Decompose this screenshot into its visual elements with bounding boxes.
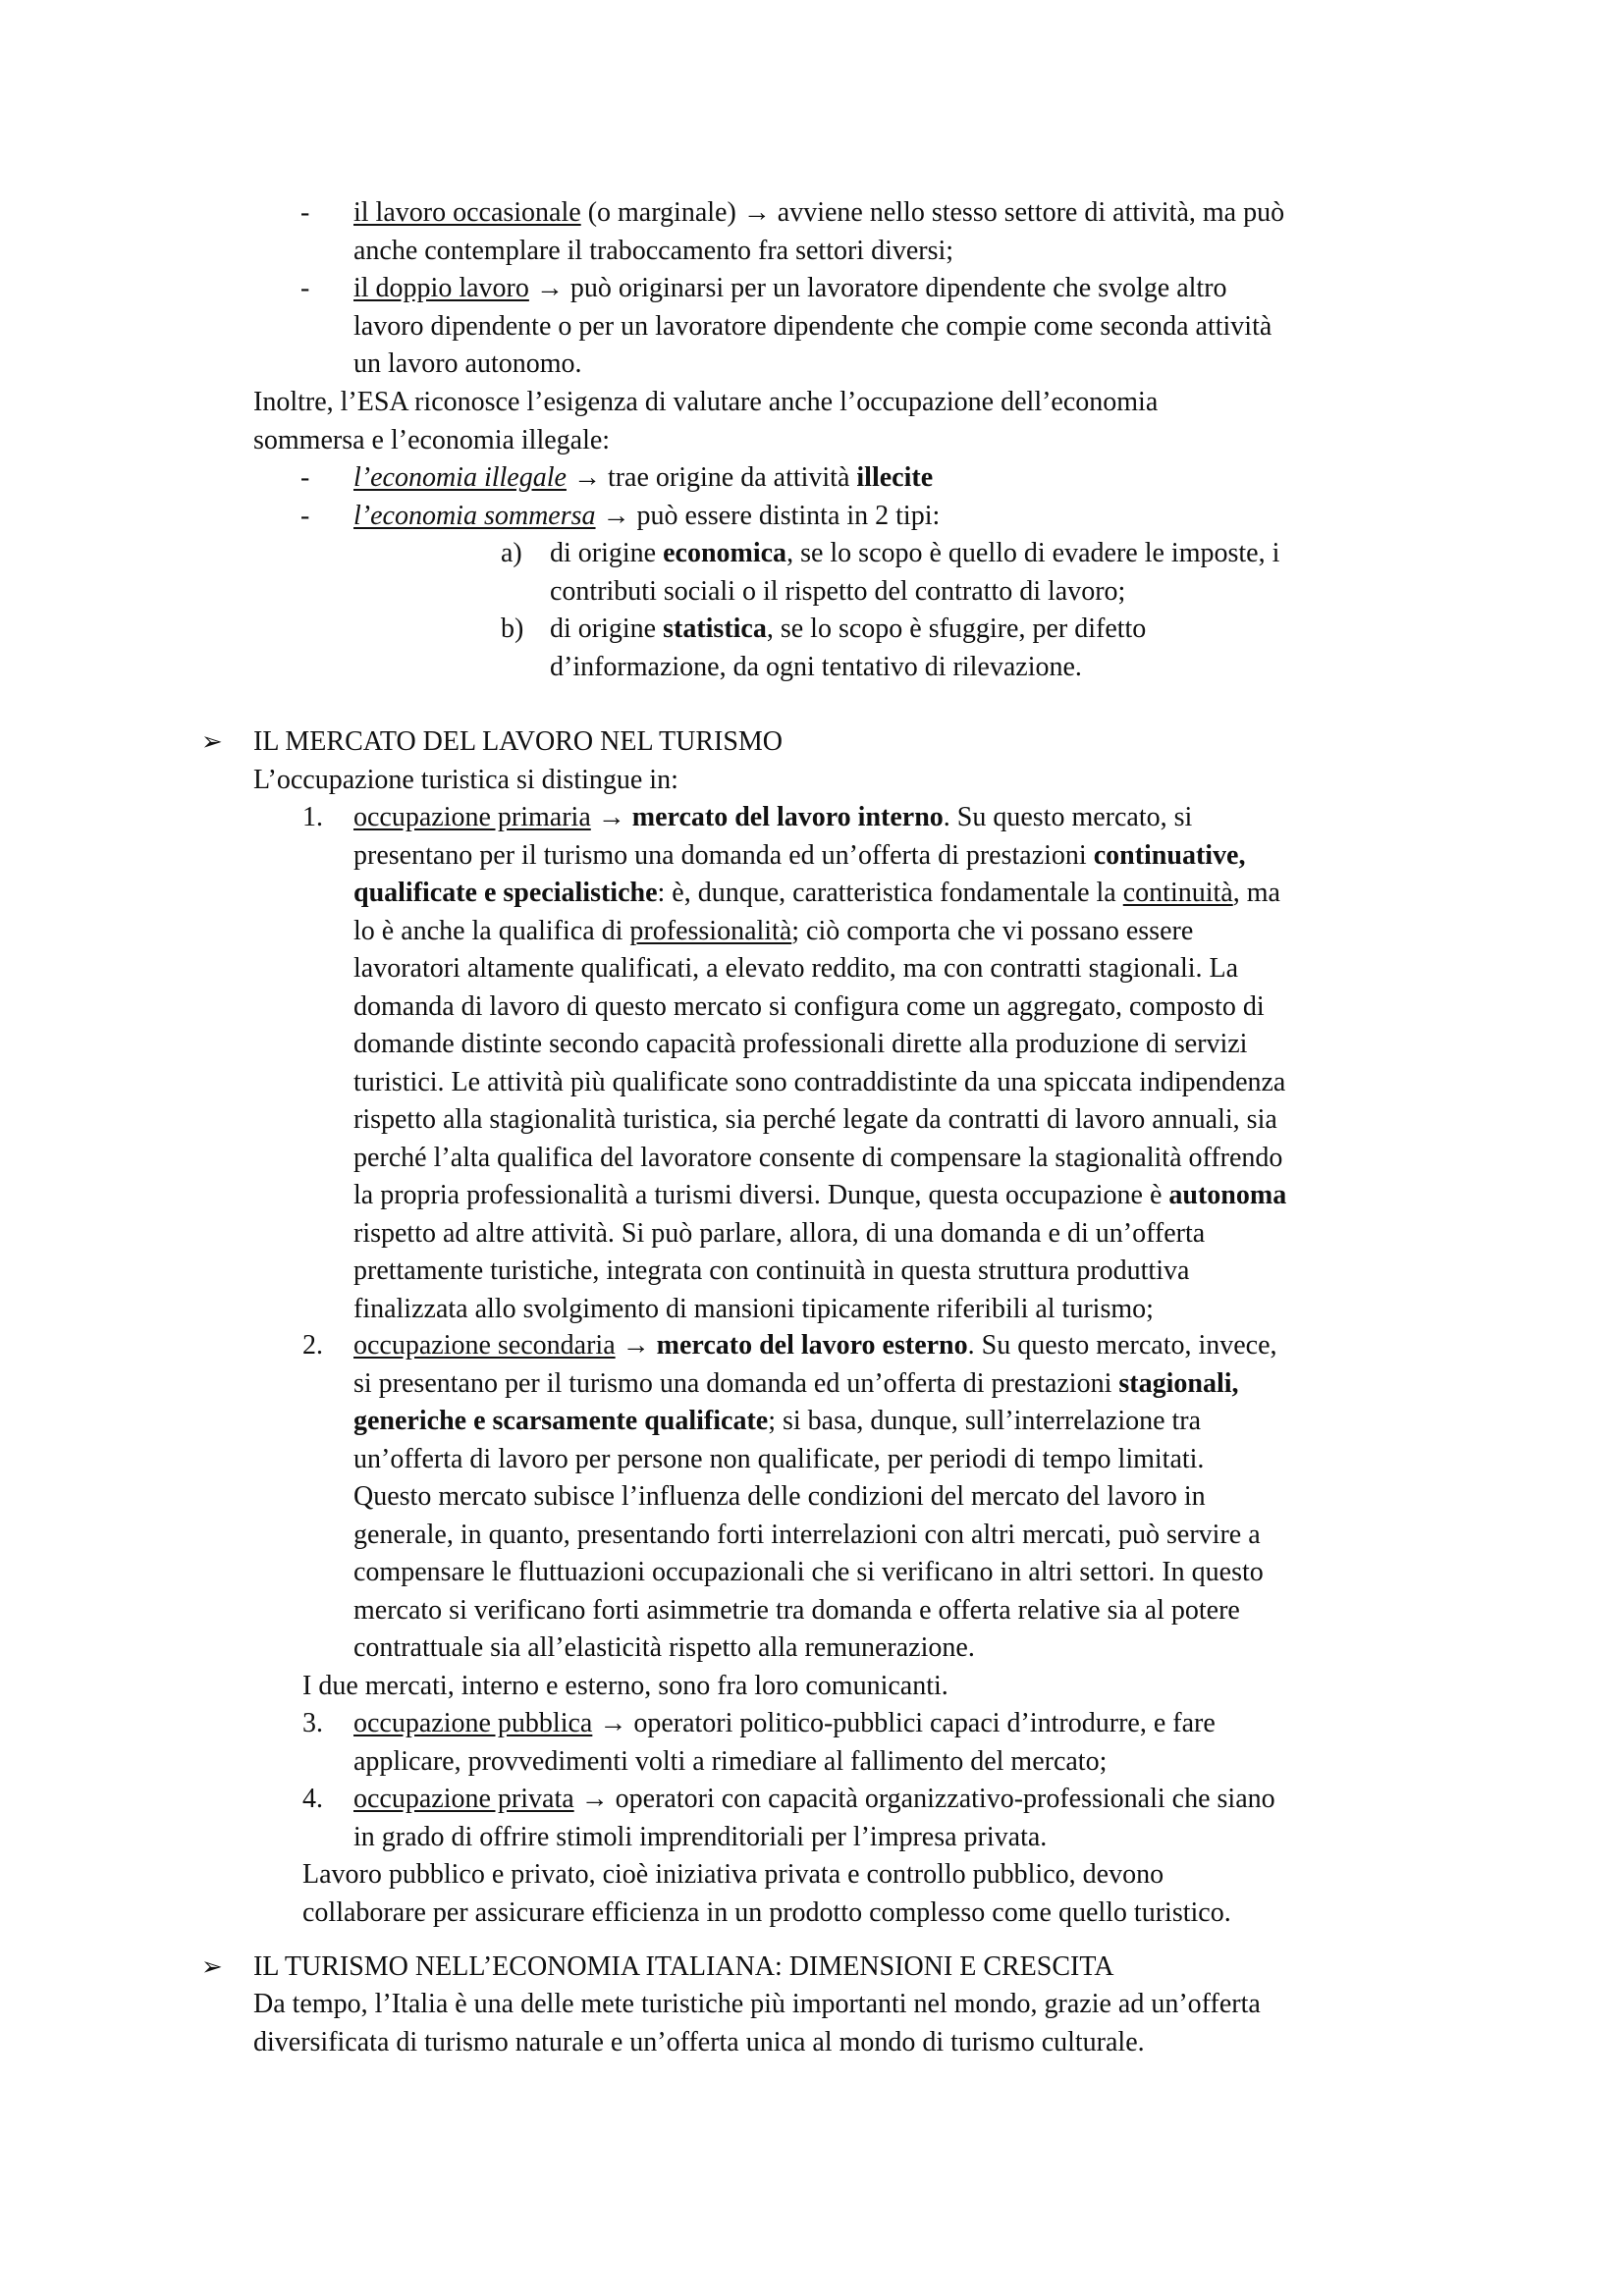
term: il doppio lavoro — [353, 273, 529, 303]
dash-marker: - — [300, 500, 310, 531]
term: occupazione pubblica — [353, 1708, 593, 1738]
economy-list — [300, 459, 940, 535]
dash-marker: - — [300, 273, 310, 303]
list-number: 1. — [302, 802, 323, 832]
dash-marker: - — [300, 462, 310, 493]
sub-list — [501, 535, 1279, 686]
numbered-item: 2. occupazione secondaria → mercato del lavoro esterno. Su questo mercato, invece, si presentano per il turismo una domanda ed un’offerta di prestazioni stagionali, generiche e scarsamente qualificate; si basa, dunque, sull’interrelazione tra un’offerta di lavoro per persone non qualificate, per periodi di tempo limitati. Questo mercato subisce l’influenza delle condizioni del mercato del lavoro in generale, in quanto, presentando forti interrelazioni con altri mercati, può servire a compensare le fluttuazioni occupazionali che si verificano in altri settori. In questo mercato si verificano forti asimmetrie tra domanda e offerta relative sia al potere contrattuale sia all’elasticità rispetto alla remunerazione. — [302, 1327, 1277, 1668]
list-item: - il lavoro occasionale (o marginale) → avviene nello stesso settore di attività, ma può anche contemplare il traboccamento fra settori diversi; — [300, 194, 1508, 270]
section-heading: IL MERCATO DEL LAVORO NEL TURISMO — [253, 726, 784, 757]
list-number: 2. — [302, 1330, 323, 1361]
list-item: - il doppio lavoro → può originarsi per un lavoratore dipendente che svolge altro lavoro dipendente o per un lavoratore dipendente che compie come seconda attività un lavoro autonomo. — [300, 270, 1508, 384]
bullet-arrow-icon: ➢ — [201, 727, 223, 756]
list-item: a) di origine economica, se lo scopo è quello di evadere le imposte, i contributi sociali o il rispetto del contratto di lavoro; — [501, 535, 1279, 611]
term: l’economia illegale — [353, 462, 567, 493]
esa-paragraph: Inoltre, l’ESA riconosce l’esigenza di valutare anche l’occupazione dell’economia sommersa e l’economia illegale: — [253, 387, 1159, 455]
list-item: b) di origine statistica, se lo scopo è sfuggire, per difetto d’informazione, da ogni tentativo di rilevazione. — [501, 611, 1279, 686]
section-paragraph: Da tempo, l’Italia è una delle mete turistiche più importanti nel mondo, grazie ad un’offerta diversificata di turismo naturale e un’offerta unica al mondo di turismo culturale. — [253, 1989, 1261, 2057]
section-heading: IL TURISMO NELL’ECONOMIA ITALIANA: DIMENSIONI E CRESCITA — [253, 1951, 1114, 1982]
list-item: - l’economia illegale → trae origine da attività illecite — [300, 459, 940, 498]
numbered-item: 3. occupazione pubblica → operatori politico-pubblici capaci d’introdurre, e fare applicare, provvedimenti volti a rimediare al fallimento del mercato; — [302, 1705, 1216, 1781]
numbered-item: 1. occupazione primaria → mercato del lavoro interno. Su questo mercato, si presentano per il turismo una domanda ed un’offerta di prestazioni continuative, qualificate e specialistiche: è, dunque, caratteristica fondamentale la continuità, ma lo è anche la qualifica di professionalità; ciò comporta che vi possano essere lavoratori altamente qualificati, a elevato reddito, ma con contratti stagionali. La domanda di lavoro di questo mercato si configura come un aggregato, composto di domande distinte secondo capacità professionali dirette alla produzione di servizi turistici. Le attività più qualificate sono contraddistinte da una spiccata indipendenza rispetto alla stagionalità turistica, sia perché legate da contratti di lavoro annuali, sia perché l’alta qualifica del lavoratore consente di compensare la stagionalità offrendo la propria professionalità a turismi diversi. Dunque, questa occupazione è autonoma rispetto ad altre attività. Si può parlare, allora, di una domanda e di un’offerta prettamente turistiche, integrata con continuità in questa struttura produttiva finalizzata allo svolgimento di mansioni tipicamente riferibili al turismo; — [302, 799, 1286, 1328]
numbered-item: 4. occupazione privata → operatori con capacità organizzativo-professionali che siano in grado di offrire stimoli imprenditoriali per l’impresa privata. — [302, 1781, 1275, 1856]
dash-marker: - — [300, 197, 310, 228]
list-number: 3. — [302, 1708, 323, 1738]
bullet-arrow-icon: ➢ — [201, 1952, 223, 1981]
list-marker: b) — [501, 614, 524, 644]
term: il lavoro occasionale — [353, 197, 581, 228]
term: occupazione secondaria — [353, 1330, 616, 1361]
list-number: 4. — [302, 1784, 323, 1814]
term: occupazione primaria — [353, 802, 591, 832]
list-marker: a) — [501, 538, 522, 568]
intro-list — [300, 194, 1508, 384]
paragraph: I due mercati, interno e esterno, sono fra loro comunicanti. — [302, 1671, 948, 1701]
list-item: - l’economia sommersa → può essere distinta in 2 tipi: — [300, 498, 940, 536]
term: l’economia sommersa — [353, 500, 596, 531]
section-intro: L’occupazione turistica si distingue in: — [253, 765, 678, 795]
term: occupazione privata — [353, 1784, 574, 1814]
closing-paragraph: Lavoro pubblico e privato, cioè iniziativa privata e controllo pubblico, devono collaborare per assicurare efficienza in un prodotto complesso come quello turistico. — [302, 1859, 1231, 1928]
